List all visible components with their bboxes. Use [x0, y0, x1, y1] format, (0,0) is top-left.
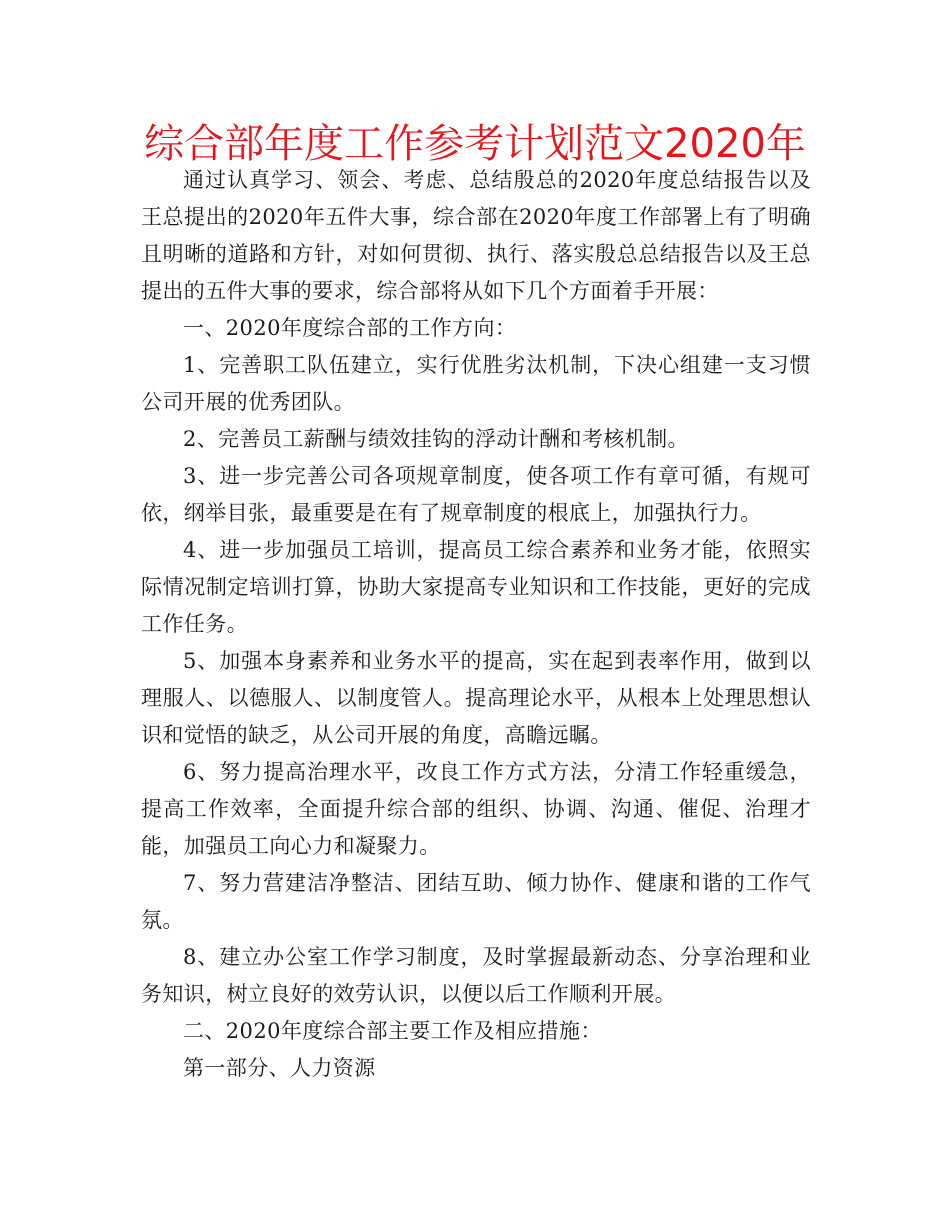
subsection-heading: 第一部分、人力资源: [183, 1056, 376, 1080]
list-item-1: 1、完善职工队伍建立，实行优胜劣汰机制，下决心组建一支习惯公司开展的优秀团队。: [141, 353, 811, 414]
list-item-5: 5、加强本身素养和业务水平的提高，实在起到表率作用，做到以理服人、以德服人、以制度管人。提高理论水平，从根本上处理思想认识和觉悟的缺乏，从公司开展的角度，高瞻远瞩。: [141, 649, 811, 747]
list-item-7: 7、努力营建洁净整洁、团结互助、倾力协作、健康和谐的工作气氛。: [141, 871, 811, 932]
section-heading-1: 一、2020年度综合部的工作方向：: [183, 316, 517, 340]
list-item-2: 2、完善员工薪酬与绩效挂钩的浮动计酬和考核机制。: [183, 427, 689, 451]
paragraph-intro: 通过认真学习、领会、考虑、总结殷总的2020年度总结报告以及王总提出的2020年五件大事，综合部在2020年度工作部署上有了明确且明晰的道路和方针，对如何贯彻、执行、落实殷总总结报告以及王总提出的五件大事的要求，综合部将从如下几个方面着手开展：: [141, 168, 811, 303]
list-item-4: 4、进一步加强员工培训，提高员工综合素养和业务才能，依照实际情况制定培训打算，协助大家提高专业知识和工作技能，更好的完成工作任务。: [141, 538, 811, 636]
list-item-6: 6、努力提高治理水平，改良工作方式方法，分清工作轻重缓急，提高工作效率，全面提升综合部的组织、协调、沟通、催促、治理才能，加强员工向心力和凝聚力。: [141, 760, 811, 858]
section-heading-2: 二、2020年度综合部主要工作及相应措施：: [183, 1019, 602, 1043]
document-body: [141, 162, 811, 1087]
document-title: 综合部年度工作参考计划范文2020年: [144, 121, 806, 167]
list-item-8: 8、建立办公室工作学习制度，及时掌握最新动态、分享治理和业务知识，树立良好的效劳认识，以便以后工作顺利开展。: [141, 945, 811, 1006]
list-item-3: 3、进一步完善公司各项规章制度，使各项工作有章可循，有规可依，纲举目张，最重要是在有了规章制度的根底上，加强执行力。: [141, 464, 811, 525]
